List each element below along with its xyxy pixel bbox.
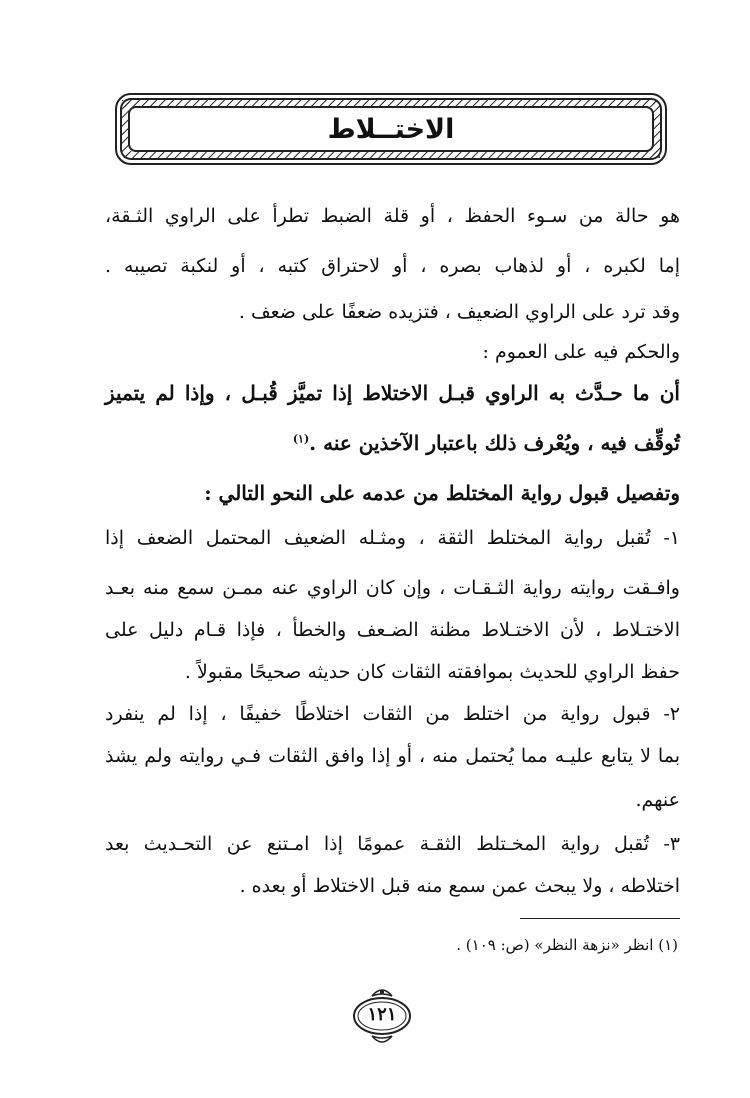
text-line-bold: وتفصيل قبول رواية المختلط من عدمه على النحو التالي : bbox=[204, 481, 680, 505]
text-line: وافـقت روايته رواية الثـقـات ، وإن كان الراوي عنه ممـن سمع منه بعـد bbox=[105, 577, 680, 599]
text-line: ٣- تُقبل رواية المخـتلط الثقـة عمومًا إذا امـتنع عن التحـديث بعد bbox=[105, 833, 680, 855]
title-frame bbox=[115, 93, 667, 165]
text-line: وقد ترد على الراوي الضعيف ، فتزيده ضعفًا على ضعف . bbox=[238, 301, 680, 323]
text-line-content: تُوقِّف فيه ، ويُعْرف ذلك باعتبار الآخذين عنه . bbox=[309, 431, 680, 455]
text-line: والحكم فيه على العموم : bbox=[482, 341, 680, 363]
text-line-bold bbox=[293, 431, 680, 455]
text-line: الاختـلاط ، لأن الاختـلاط مظنة الضـعف والخطأ ، فإذا قـام دليل على bbox=[105, 619, 680, 641]
page-title: الاختــلاط bbox=[327, 113, 455, 145]
text-line: إما لكبره ، أو لذهاب بصره ، أو لاحتراق كتبه ، أو لنكبة تصيبه . bbox=[105, 255, 680, 277]
text-line-bold: أن ما حـدَّث به الراوي قبـل الاختلاط إذا تميَّز قُبـل ، وإذا لم يتميز bbox=[105, 381, 680, 405]
text-line: حفظ الراوي للحديث بموافقته الثقات كان حديثه صحيحًا مقبولاً . bbox=[184, 661, 680, 683]
page-number: ١٢١ bbox=[367, 1004, 397, 1025]
page-number-ornament bbox=[350, 982, 414, 1046]
title-box bbox=[128, 106, 654, 152]
text-line: ٢- قبول رواية من اختلط من الثقات اختلاطًا خفيفًا ، إذا لم ينفرد bbox=[105, 703, 680, 725]
text-line: عنهم. bbox=[635, 789, 680, 811]
text-line: اختلاطه ، ولا يبحث عمن سمع منه قبل الاختلاط أو بعده . bbox=[239, 875, 680, 897]
text-line: بما لا يتابع عليـه مما يُحتمل منه ، أو إذا وافق الثقات فـي روايته ولم يشذ bbox=[105, 745, 680, 767]
text-line: ١- تُقبل رواية المختلط الثقة ، ومثـله الضعيف المحتمل الضعف إذا bbox=[105, 527, 680, 549]
text-line: هو حالة من سـوء الحفظ ، أو قلة الضبط تطرأ على الراوي الثـقة، bbox=[105, 205, 680, 227]
footnote-ref: (١) bbox=[292, 432, 310, 446]
footnote-divider bbox=[520, 918, 680, 919]
footnote: (١) انظر «نزهة النظر» (ص: ١٠٩) . bbox=[456, 936, 678, 954]
